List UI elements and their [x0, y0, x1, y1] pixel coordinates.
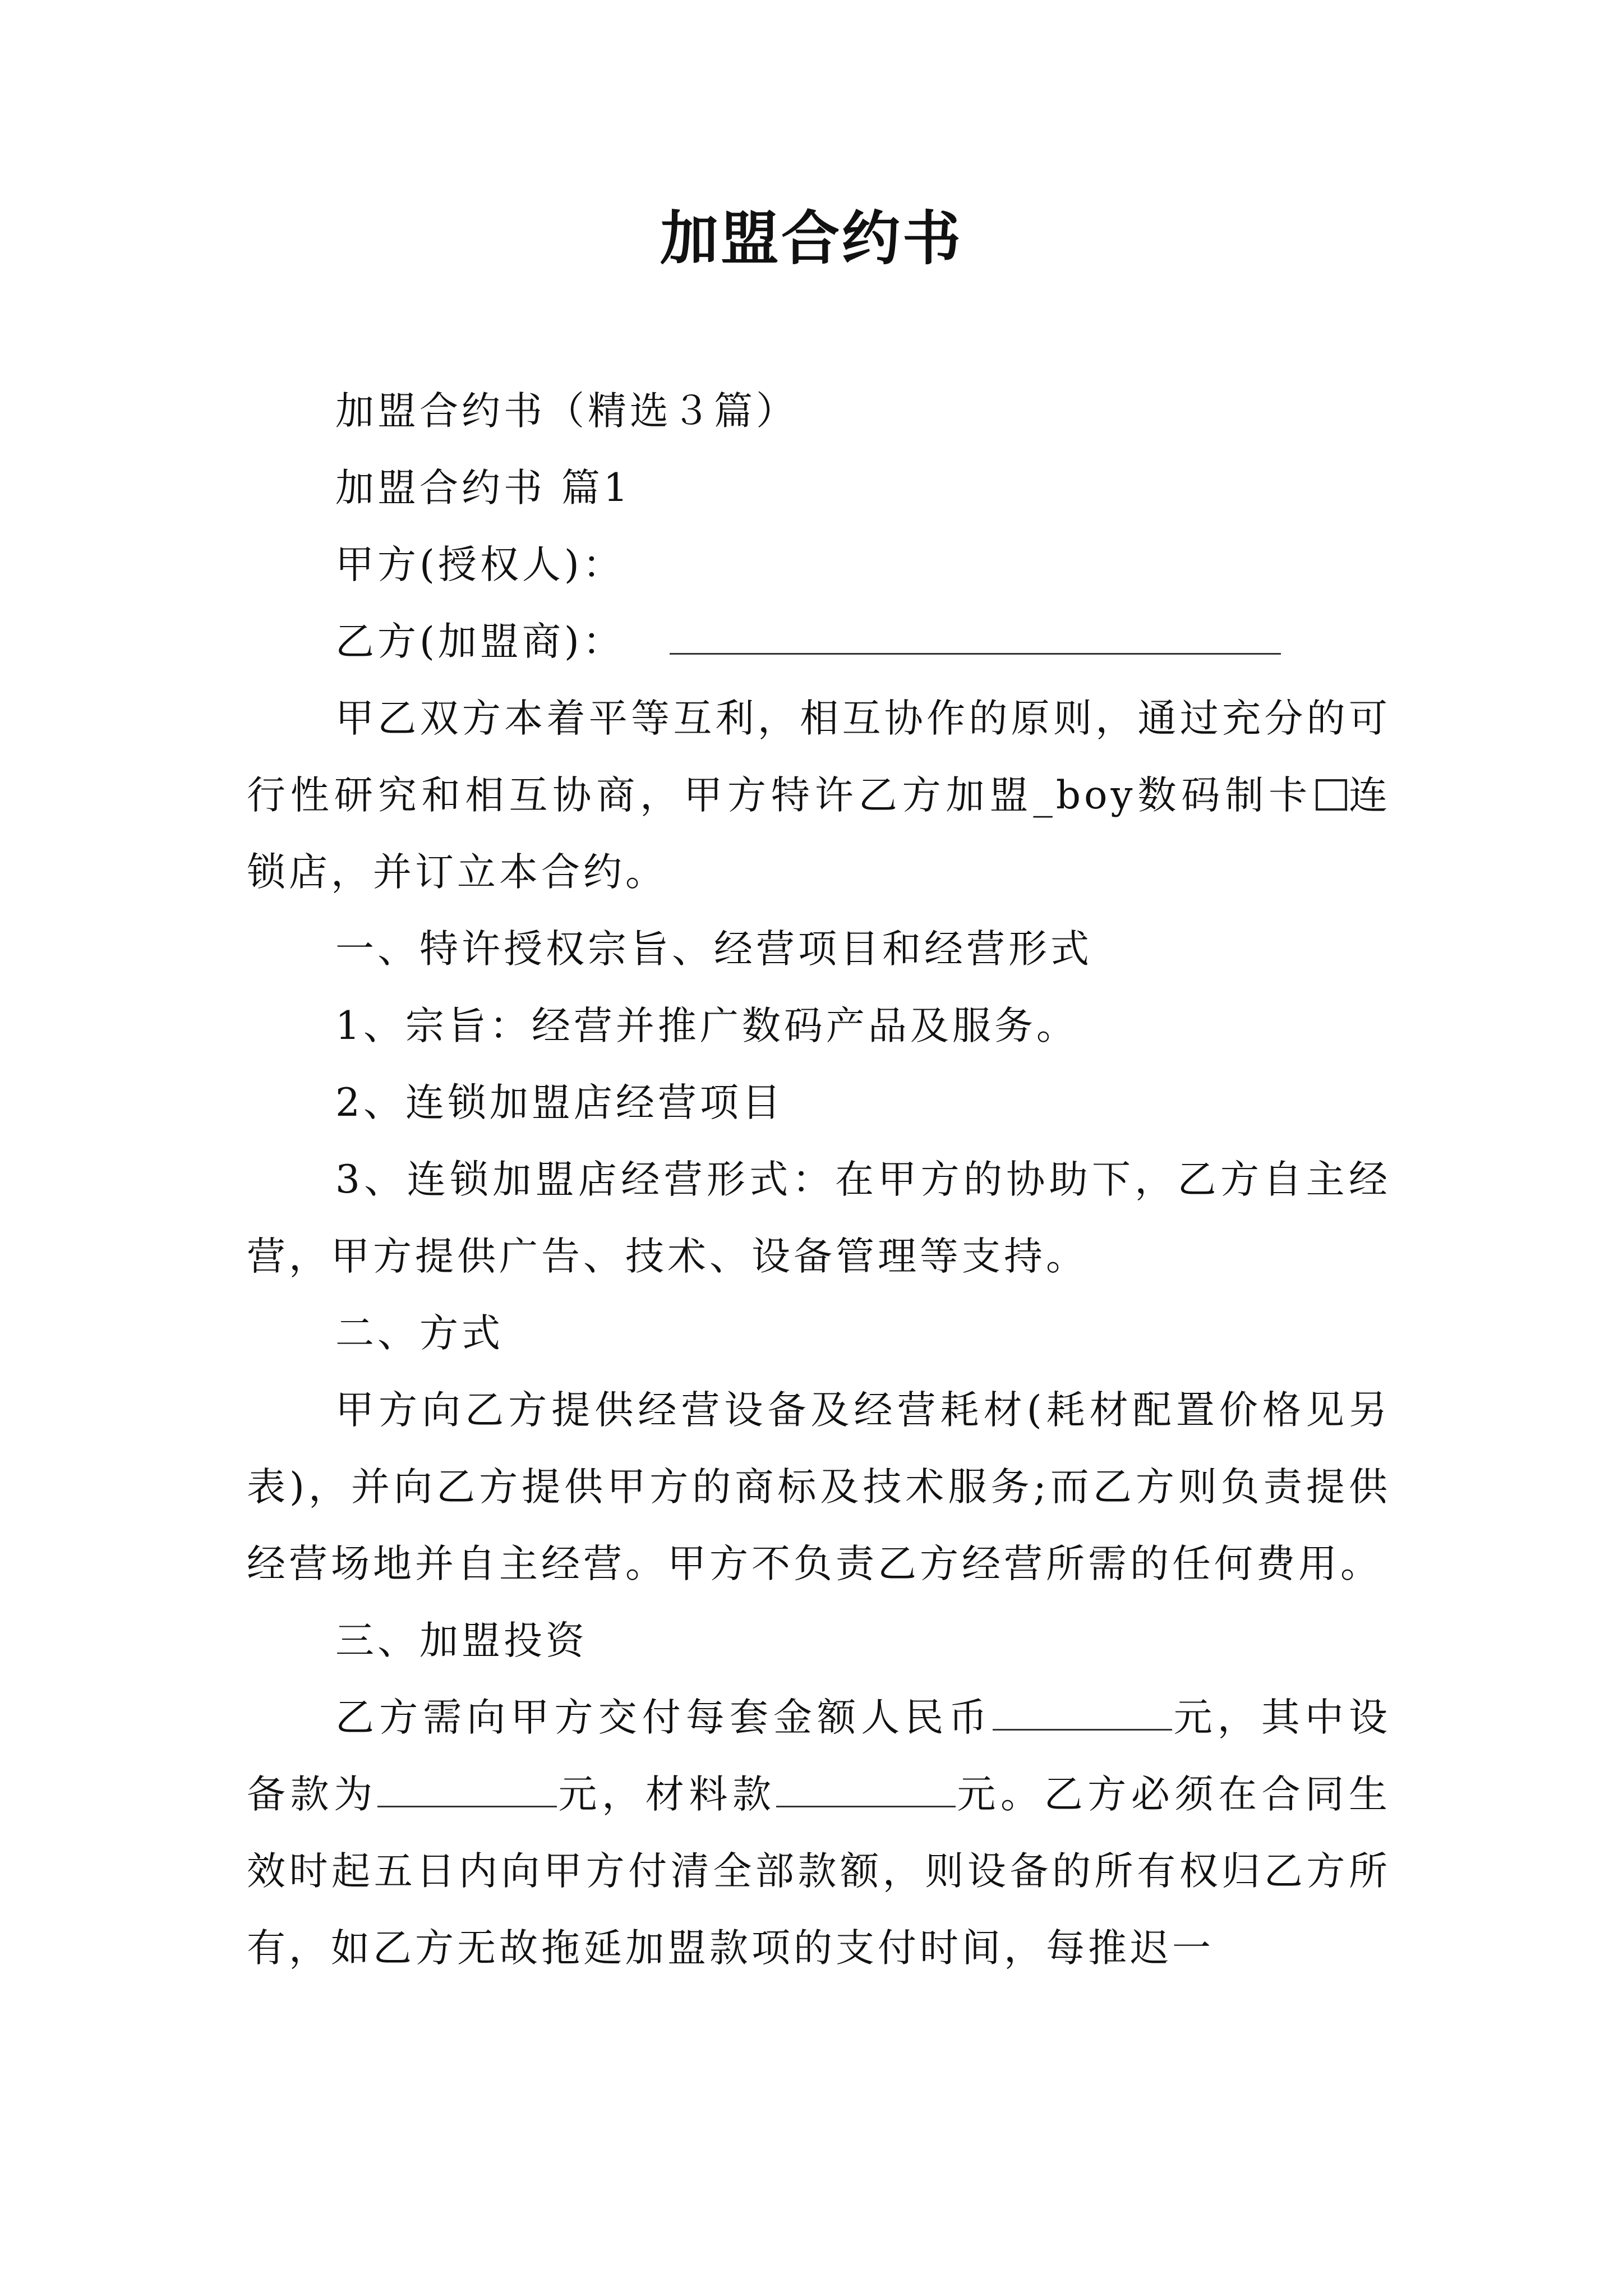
- intro-paragraph: [247, 680, 1391, 911]
- intro-text: 甲乙双方本着平等互利，相互协作的原则，通过充分的可行性研究和相互协商，甲方特许乙方加盟_boy数码制卡: [247, 696, 1391, 818]
- party-b-line: [247, 604, 1391, 680]
- subtitle-line: 加盟合约书（精选３篇）: [335, 389, 798, 434]
- intro-text-tail: 连锁店，并订立本合约。: [247, 773, 1391, 895]
- amount-total-blank: [993, 1690, 1172, 1731]
- section1-item3: 3、连锁加盟店经营形式：在甲方的协助下，乙方自主经营，甲方提供广告、技术、设备管理等支持。: [247, 1157, 1391, 1279]
- material-amount-blank: [776, 1766, 956, 1807]
- chapter-line: 加盟合约书 篇1: [335, 466, 631, 510]
- section3-text-1: 乙方需向甲方交付每套金额人民币: [335, 1695, 993, 1740]
- section3-text-3: 元，材料款: [556, 1772, 776, 1817]
- section3-heading: 三、加盟投资: [335, 1618, 588, 1663]
- document-body: [247, 373, 1391, 1987]
- section1-item2: 2、连锁加盟店经营项目: [335, 1080, 784, 1125]
- section1-item1: 1、宗旨：经营并推广数码产品及服务。: [335, 1004, 1078, 1048]
- section1-heading: 一、特许授权宗旨、经营项目和经营形式: [335, 927, 1092, 972]
- missing-glyph-box-icon: [1316, 779, 1347, 811]
- party-a-line: 甲方(授权人)：: [335, 542, 625, 587]
- section3-text-2: 元，其中设备款为: [247, 1695, 1391, 1817]
- party-b-blank: [670, 614, 1281, 655]
- party-b-label: 乙方(加盟商)：: [335, 619, 625, 664]
- equipment-amount-blank: [377, 1766, 557, 1807]
- section3-paragraph: [247, 1680, 1391, 1987]
- section2-heading: 二、方式: [335, 1311, 504, 1356]
- document-title: 加盟合约书: [660, 204, 963, 273]
- section2-paragraph: 甲方向乙方提供经营设备及经营耗材(耗材配置价格见另表)，并向乙方提供甲方的商标及技术服务;而乙方则负责提供经营场地并自主经营。甲方不负责乙方经营所需的任何费用。: [247, 1388, 1391, 1586]
- section3-text-4: 元。乙方必须在合同生效时起五日内向甲方付清全部款额，则设备的所有权归乙方所有，如乙方无故拖延加盟款项的支付时间，每推迟一: [247, 1772, 1391, 1971]
